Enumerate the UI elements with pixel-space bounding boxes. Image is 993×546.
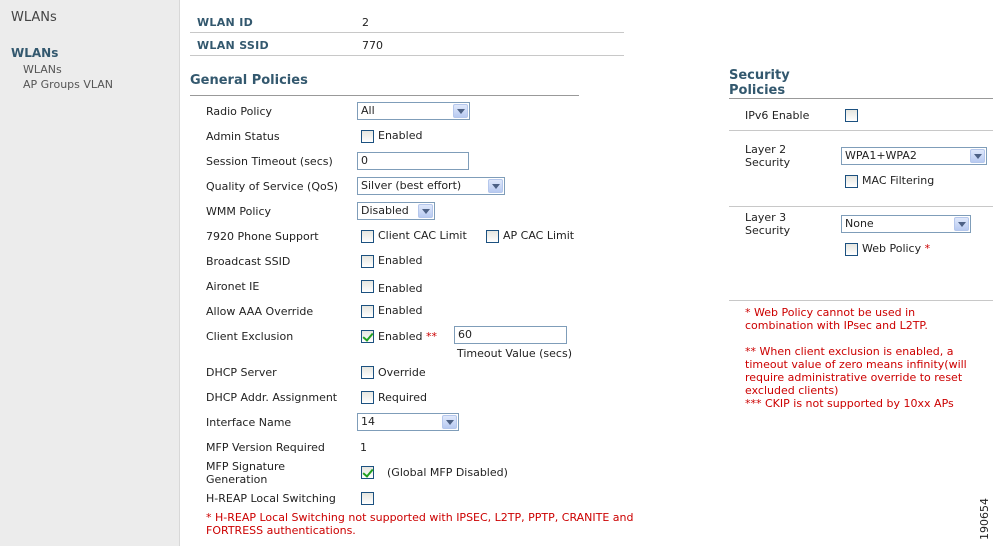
mfp-version-label: MFP Version Required [206, 441, 325, 454]
broadcast-ssid-label: Broadcast SSID [206, 255, 291, 268]
security-note-4: timeout value of zero means infinity(will [745, 358, 967, 371]
section-divider [190, 95, 579, 96]
qos-select[interactable] [357, 177, 505, 195]
qos-value: Silver (best effort) [361, 179, 462, 192]
aaa-override-label: Allow AAA Override [206, 305, 314, 318]
hreap-label: H-REAP Local Switching [206, 492, 336, 505]
session-timeout-label: Session Timeout (secs) [206, 155, 333, 168]
footnote-marker: ** [425, 330, 437, 343]
security-note-2: combination with IPsec and L2TP. [745, 319, 928, 332]
wmm-policy-select[interactable] [357, 202, 435, 220]
security-note-3: ** When client exclusion is enabled, a [745, 345, 954, 358]
divider [729, 130, 993, 131]
dhcp-addr-cb-label: Required [378, 391, 427, 404]
layer3-security-value: None [845, 217, 874, 230]
wlan-ssid-value: 770 [362, 39, 383, 52]
layer3-security-select[interactable] [841, 215, 971, 233]
layer3-label-1: Layer 3 [745, 211, 787, 224]
mfp-signature-label-1: MFP Signature [206, 460, 286, 473]
client-exclusion-cb-label [378, 330, 437, 343]
security-note-5: require administrative override to reset [745, 371, 963, 384]
dhcp-server-checkbox[interactable] [361, 366, 374, 379]
mac-filtering-checkbox[interactable] [845, 175, 858, 188]
sidebar-item-wlans[interactable]: WLANs [23, 63, 62, 76]
wlan-id-value: 2 [362, 16, 369, 29]
chevron-down-icon [954, 217, 969, 231]
radio-policy-label: Radio Policy [206, 105, 273, 118]
chevron-down-icon [442, 415, 457, 429]
aaa-override-checkbox[interactable] [361, 305, 374, 318]
figure-id: 190654 [978, 498, 991, 540]
security-note-6: excluded clients) [745, 384, 839, 397]
broadcast-ssid-checkbox[interactable] [361, 255, 374, 268]
sidebar-item-ap-groups-vlan[interactable]: AP Groups VLAN [23, 78, 114, 91]
radio-policy-select[interactable] [357, 102, 470, 120]
divider [729, 206, 993, 207]
dhcp-server-label: DHCP Server [206, 366, 277, 379]
ap-cac-limit-label: AP CAC Limit [503, 229, 575, 242]
wmm-policy-value: Disabled [361, 204, 409, 217]
broadcast-ssid-cb-label: Enabled [378, 254, 423, 267]
layer2-security-select[interactable] [841, 147, 987, 165]
wlan-ssid-label: WLAN SSID [197, 39, 269, 52]
qos-label: Quality of Service (QoS) [206, 180, 339, 193]
radio-policy-value: All [361, 104, 375, 117]
layer3-label-2: Security [745, 224, 791, 237]
client-exclusion-checkbox[interactable] [361, 330, 374, 343]
general-policies-title: General Policies [190, 73, 308, 88]
layer2-label-2: Security [745, 156, 791, 169]
mac-filtering-label: MAC Filtering [862, 174, 935, 187]
chevron-down-icon [418, 204, 433, 218]
aironet-ie-checkbox[interactable] [361, 280, 374, 293]
mfp-signature-checkbox[interactable] [361, 466, 374, 479]
aironet-ie-cb-label: Enabled [378, 282, 423, 295]
ipv6-enable-checkbox[interactable] [845, 109, 858, 122]
security-note-7: *** CKIP is not supported by 10xx APs [745, 397, 954, 410]
dhcp-server-cb-label: Override [378, 366, 426, 379]
session-timeout-input[interactable]: 0 [357, 152, 469, 170]
web-policy-text: Web Policy [862, 242, 922, 255]
interface-name-value: 14 [361, 415, 375, 428]
mfp-signature-label-2: Generation [206, 473, 268, 486]
sidebar [0, 0, 180, 546]
divider [190, 32, 624, 33]
hreap-checkbox[interactable] [361, 492, 374, 505]
hreap-footnote-line-1: * H-REAP Local Switching not supported with IPSEC, L2TP, PPTP, CRANITE and [206, 511, 634, 524]
layer2-label-1: Layer 2 [745, 143, 787, 156]
hreap-footnote-line-2: FORTRESS authentications. [206, 524, 356, 537]
security-policies-title-1: Security [729, 68, 790, 83]
layer2-security-value: WPA1+WPA2 [845, 149, 917, 162]
security-note-1: * Web Policy cannot be used in [745, 306, 916, 319]
divider [729, 300, 993, 301]
client-cac-limit-label: Client CAC Limit [378, 229, 467, 242]
admin-status-checkbox[interactable] [361, 130, 374, 143]
exclusion-timeout-input[interactable]: 60 [454, 326, 567, 344]
footnote-marker: * [924, 242, 931, 255]
interface-name-label: Interface Name [206, 416, 292, 429]
wmm-policy-label: WMM Policy [206, 205, 271, 218]
admin-status-cb-label: Enabled [378, 129, 423, 142]
client-cac-limit-checkbox[interactable] [361, 230, 374, 243]
divider [190, 55, 624, 56]
security-policies-title-2: Policies [729, 83, 786, 98]
ipv6-enable-label: IPv6 Enable [745, 109, 810, 122]
client-exclusion-enabled-text: Enabled [378, 330, 423, 343]
interface-name-select[interactable] [357, 413, 459, 431]
global-mfp-disabled-text: (Global MFP Disabled) [387, 466, 508, 479]
aironet-ie-label: Aironet IE [206, 280, 260, 293]
mfp-version-value: 1 [360, 441, 367, 454]
dhcp-addr-label: DHCP Addr. Assignment [206, 391, 338, 404]
web-policy-label [862, 242, 930, 255]
sidebar-title: WLANs [11, 10, 57, 25]
dhcp-addr-checkbox[interactable] [361, 391, 374, 404]
chevron-down-icon [970, 149, 985, 163]
exclusion-timeout-label: Timeout Value (secs) [457, 347, 572, 360]
web-policy-checkbox[interactable] [845, 243, 858, 256]
wlan-id-label: WLAN ID [197, 16, 254, 29]
ap-cac-limit-checkbox[interactable] [486, 230, 499, 243]
section-divider [729, 98, 993, 99]
admin-status-label: Admin Status [206, 130, 280, 143]
chevron-down-icon [488, 179, 503, 193]
sidebar-section-wlans[interactable]: WLANs [11, 46, 59, 60]
client-exclusion-label: Client Exclusion [206, 330, 294, 343]
aaa-override-cb-label: Enabled [378, 304, 423, 317]
phone-support-label: 7920 Phone Support [206, 230, 319, 243]
chevron-down-icon [453, 104, 468, 118]
